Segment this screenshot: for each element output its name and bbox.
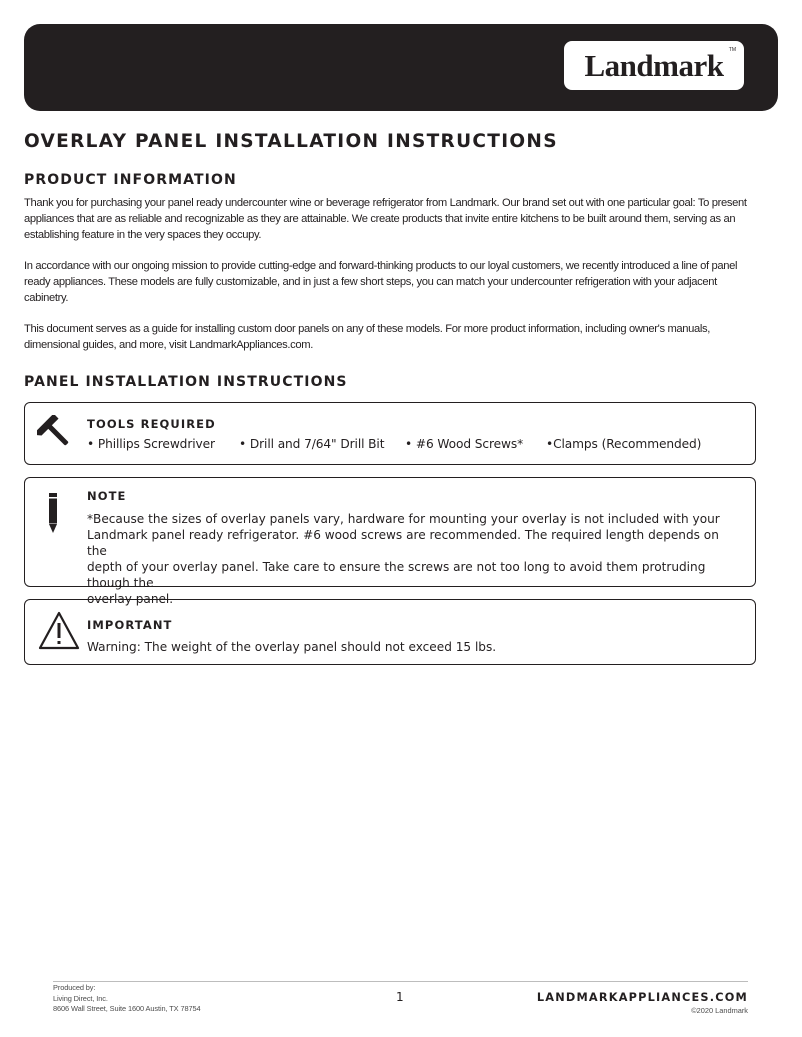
- note-title: NOTE: [87, 489, 127, 503]
- trademark-mark: TM: [728, 47, 736, 53]
- page-number: 1: [396, 990, 404, 1004]
- header-bar: [24, 24, 778, 111]
- intro-paragraph: This document serves as a guide for installing custom door panels on any of these models. For more product information, including owner's manuals, dimensional guides, and more, visit LandmarkAppliances.com.: [24, 323, 711, 351]
- tools-required-title: TOOLS REQUIRED: [87, 417, 216, 431]
- note-line: depth of your overlay panel. Take care to ensure the screws are not too long to avoid them protruding though the: [87, 560, 706, 590]
- copyright-notice: ©2020 Landmark: [691, 1006, 748, 1015]
- brand-logo: [564, 41, 744, 90]
- producer-info: [53, 983, 201, 1015]
- important-box: [24, 599, 756, 665]
- website-link[interactable]: LANDMARKAPPLIANCES.COM: [536, 991, 748, 1004]
- page-title: OVERLAY PANEL INSTALLATION INSTRUCTIONS: [24, 131, 558, 152]
- note-line: *Because the sizes of overlay panels vary, hardware for mounting your overlay is not included with your: [87, 512, 720, 526]
- panel-installation-heading: PANEL INSTALLATION INSTRUCTIONS: [24, 374, 348, 390]
- tool-item: • #6 Wood Screws*: [405, 437, 524, 451]
- important-text: Warning: The weight of the overlay panel should not exceed 15 lbs.: [87, 640, 497, 654]
- intro-paragraph: Thank you for purchasing your panel ready undercounter wine or beverage refrigerator from Landmark. Our brand set out with one particular goal: To present appliances that are as reliable and recognizable as they are attainable. We create products that invite entire kitchens to be built around them, serving as an establishing feature in the very spaces they occupy.: [24, 197, 747, 241]
- pencil-icon: [46, 491, 60, 535]
- brand-logo-text: Landmark: [584, 47, 724, 83]
- footer-divider: [53, 981, 748, 982]
- note-line: overlay panel.: [87, 592, 174, 606]
- product-information-body: [24, 195, 758, 368]
- important-title: IMPORTANT: [87, 618, 173, 632]
- producer-line: Produced by:: [53, 983, 96, 992]
- product-information-heading: PRODUCT INFORMATION: [24, 172, 237, 188]
- note-line: Landmark panel ready refrigerator. #6 wood screws are recommended. The required length depends on the: [87, 528, 719, 558]
- note-box: [24, 477, 756, 606]
- tools-required-box: [24, 402, 756, 465]
- producer-line: Living Direct, Inc.: [53, 993, 108, 1003]
- tool-item: •Clamps (Recommended): [546, 437, 702, 451]
- tool-item: • Drill and 7/64" Drill Bit: [239, 437, 385, 451]
- note-text: [87, 511, 737, 607]
- intro-paragraph: In accordance with our ongoing mission to provide cutting-edge and forward-thinking products to our loyal customers, we recently introduced a line of panel ready appliances. These models are fully customizable, and in just a few short steps, you can match your undercounter refrigeration with your adjacent cabinetry.: [24, 260, 738, 304]
- producer-line: 8606 Wall Street, Suite 1600 Austin, TX 78754: [53, 1004, 201, 1013]
- warning-triangle-icon: [37, 610, 81, 652]
- hammer-icon: [37, 415, 73, 449]
- tool-item: • Phillips Screwdriver: [87, 437, 215, 451]
